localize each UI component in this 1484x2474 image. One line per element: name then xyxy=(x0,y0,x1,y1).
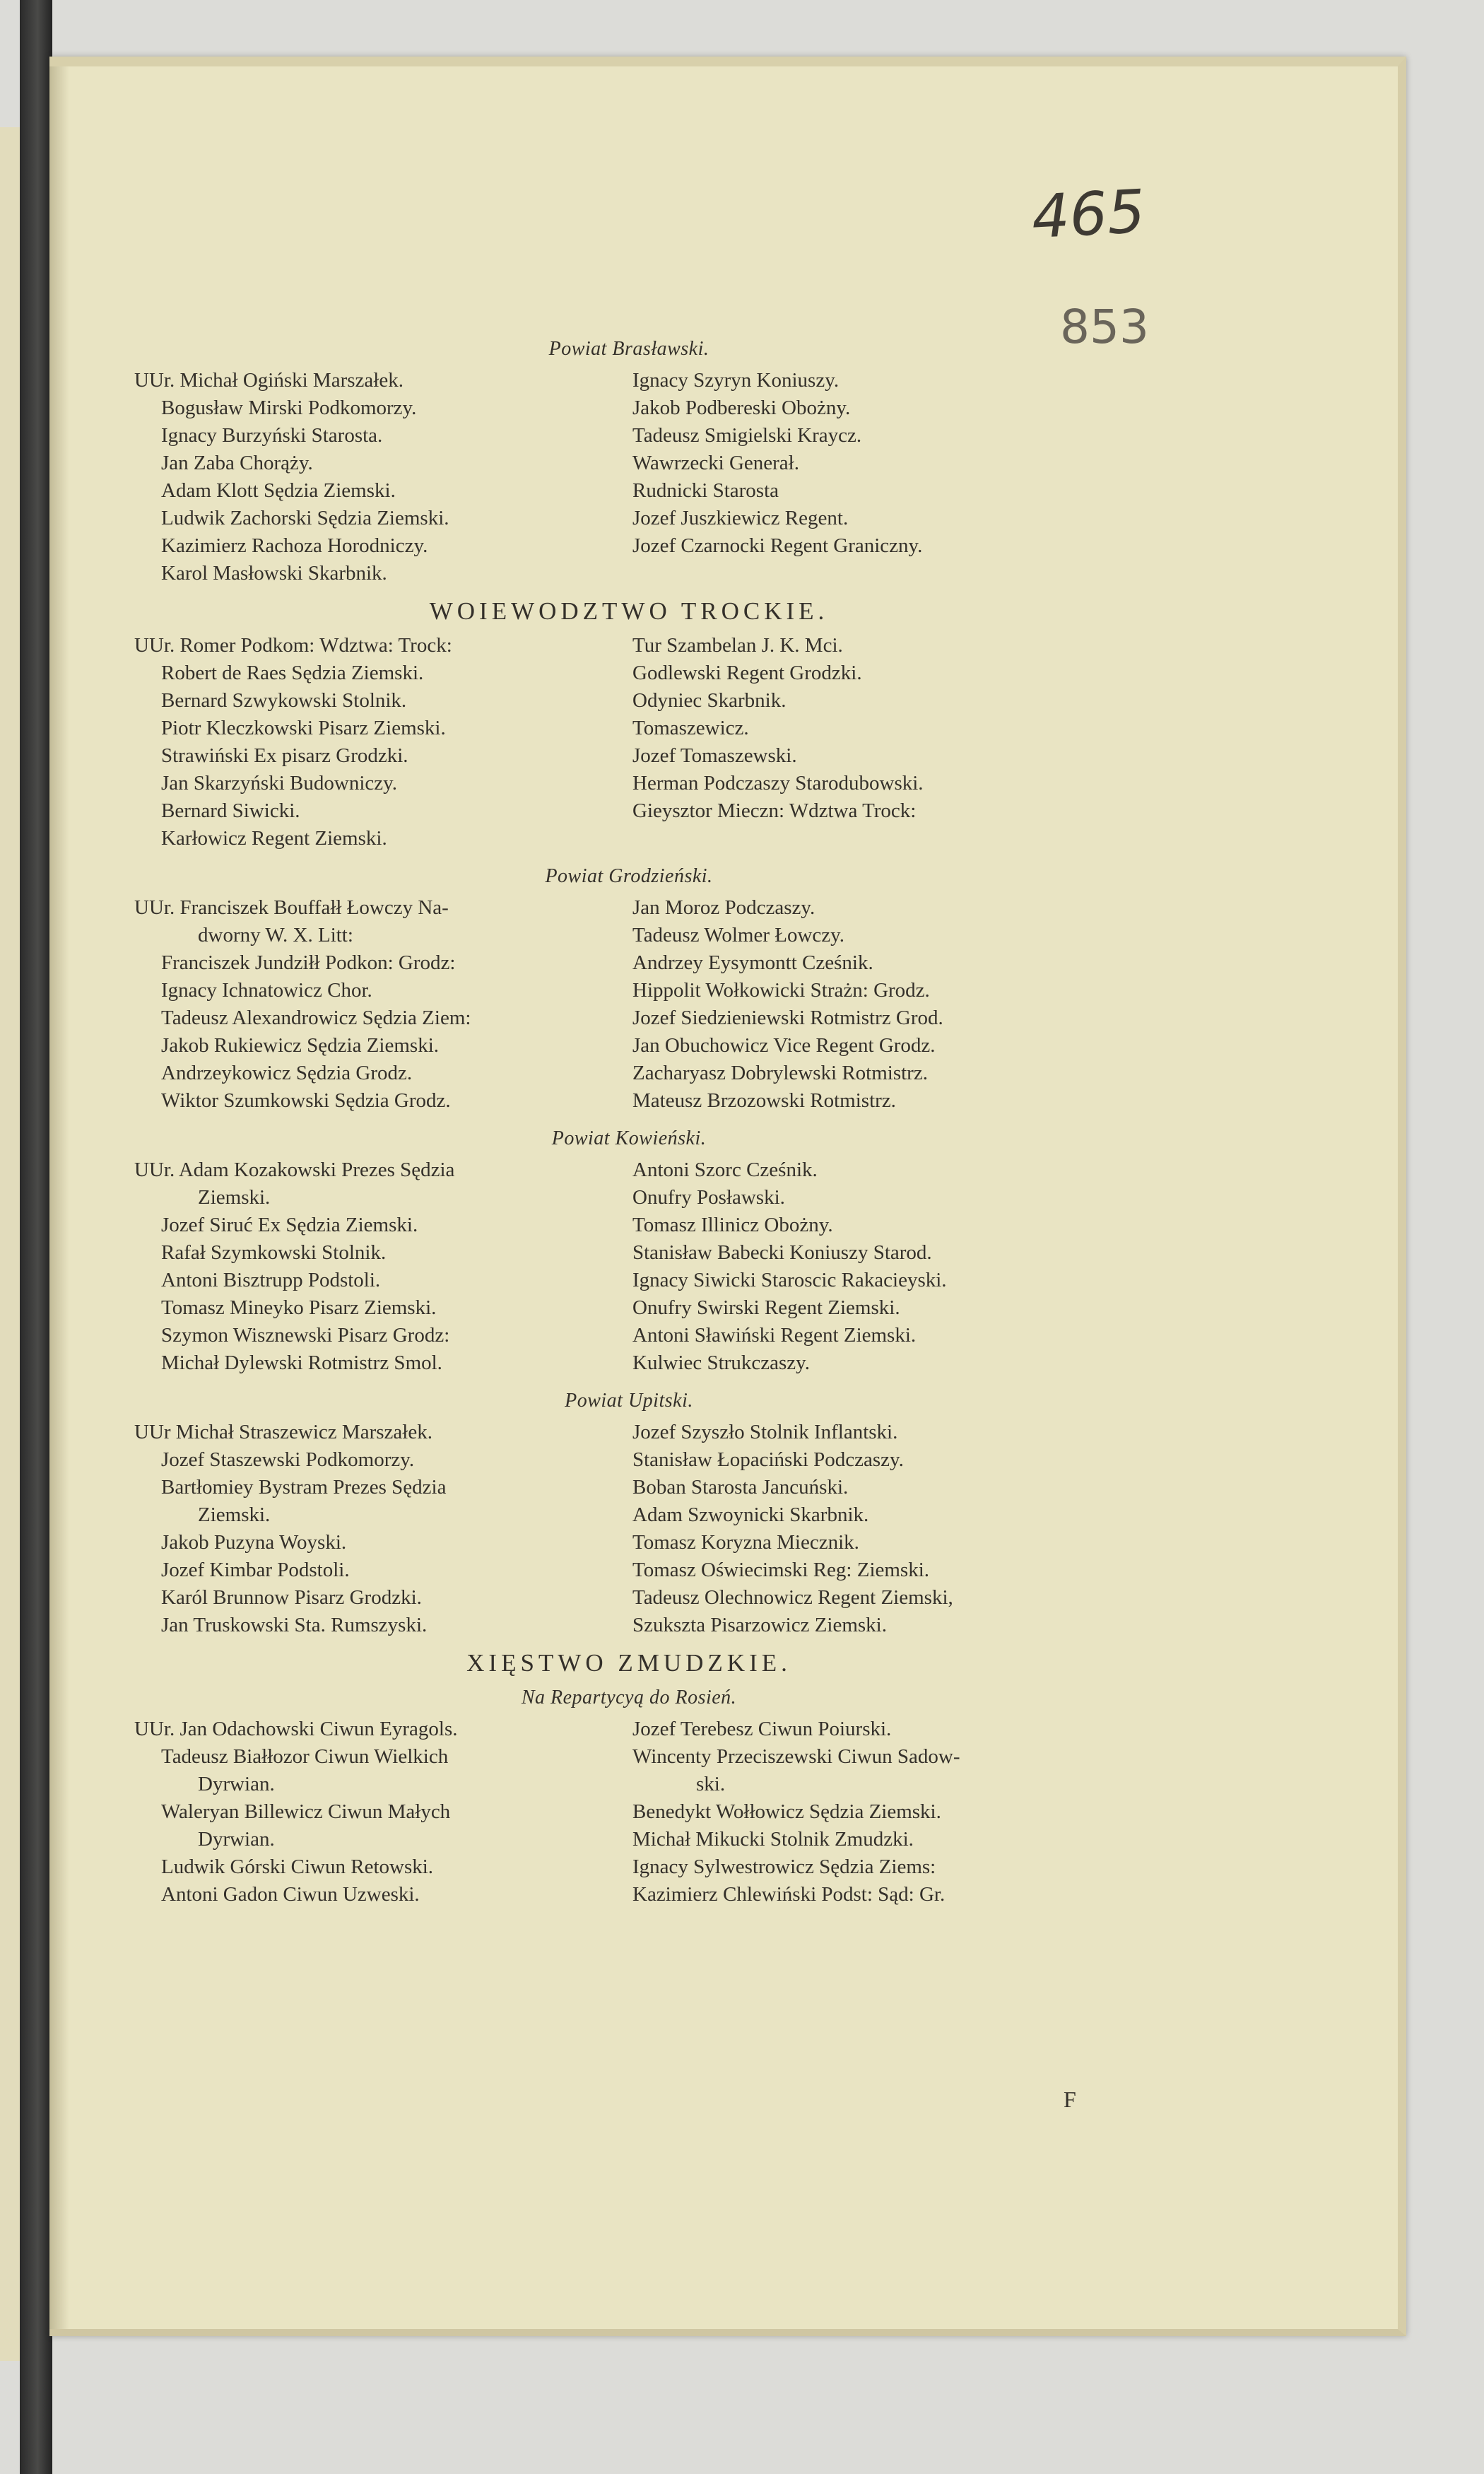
name-entry: Ignacy Sylwestrowicz Sędzia Ziems: xyxy=(632,1856,936,1878)
section-heading: Powiat Brasławski. xyxy=(548,338,709,360)
name-entry: Wawrzecki Generał. xyxy=(632,452,799,474)
name-entry: Michał Dylewski Rotmistrz Smol. xyxy=(161,1352,442,1374)
name-entry: Jan Moroz Podczaszy. xyxy=(632,896,815,919)
two-column-list xyxy=(134,1156,1124,1377)
name-entry: Robert de Raes Sędzia Ziemski. xyxy=(161,662,424,684)
name-entry: Tadeusz Alexandrowicz Sędzia Ziem: xyxy=(161,1007,471,1029)
name-entry: Bogusław Mirski Podkomorzy. xyxy=(161,397,417,419)
name-entry: Jozef Szyszło Stolnik Inflantski. xyxy=(632,1421,898,1443)
name-entry: Kazimierz Chlewiński Podst: Sąd: Gr. xyxy=(632,1883,946,1906)
name-entry: Zacharyasz Dobrylewski Rotmistrz. xyxy=(632,1062,928,1084)
name-entry: Rudnicki Starosta xyxy=(632,479,779,502)
name-entry: Wincenty Przeciszewski Ciwun Sadow- xyxy=(632,1745,960,1768)
name-entry: Jakob Rukiewicz Sędzia Ziemski. xyxy=(161,1034,440,1057)
name-entry: Gieysztor Mieczn: Wdztwa Trock: xyxy=(632,799,917,822)
name-entry: Jan Skarzyński Budowniczy. xyxy=(161,772,397,795)
section-heading: Powiat Upitski. xyxy=(565,1390,693,1412)
name-entry: Michał Mikucki Stolnik Zmudzki. xyxy=(632,1828,914,1851)
right-column xyxy=(625,367,1124,587)
name-entry: Wiktor Szumkowski Sędzia Grodz. xyxy=(161,1089,451,1112)
section-zmudz xyxy=(134,1649,1124,1909)
name-entry: Adam Klott Sędzia Ziemski. xyxy=(161,479,396,502)
name-entry: Jozef Siedzieniewski Rotmistrz Grod. xyxy=(632,1007,943,1029)
name-entry: UUr. Romer Podkom: Wdztwa: Trock: xyxy=(134,634,452,657)
name-entry: Jozef Tomaszewski. xyxy=(632,744,797,767)
name-entry: Antoni Sławiński Regent Ziemski. xyxy=(632,1324,917,1347)
name-entry: Rafał Szymkowski Stolnik. xyxy=(161,1241,387,1264)
right-column xyxy=(625,1156,1124,1377)
signature-mark: F xyxy=(1064,2087,1076,2112)
name-entry: Piotr Kleczkowski Pisarz Ziemski. xyxy=(161,717,446,739)
name-entry: Onufry Swirski Regent Ziemski. xyxy=(632,1296,900,1319)
section-subheading: Na Repartycyą do Rosień. xyxy=(521,1687,737,1708)
left-column xyxy=(134,632,625,852)
section-trockie xyxy=(134,597,1124,852)
name-entry: Jozef Juszkiewicz Regent. xyxy=(632,507,849,529)
section-heading: WOIEWODZTWO TROCKIE. xyxy=(429,597,829,625)
name-entry: Bernard Szwykowski Stolnik. xyxy=(161,689,407,712)
name-entry: Tadeusz Smigielski Kraycz. xyxy=(632,424,862,447)
name-entry: Onufry Posławski. xyxy=(632,1186,785,1209)
page-gutter-shadow xyxy=(49,66,69,2329)
right-column xyxy=(625,894,1124,1115)
name-entry: Franciszek Jundziłł Podkon: Grodz: xyxy=(161,951,456,974)
name-entry: Godlewski Regent Grodzki. xyxy=(632,662,862,684)
name-entry: Jozef Kimbar Podstoli. xyxy=(161,1559,350,1581)
name-entry: Stanisław Babecki Koniuszy Starod. xyxy=(632,1241,932,1264)
name-entry: Kulwiec Strukczaszy. xyxy=(632,1352,810,1374)
name-entry: Jan Obuchowicz Vice Regent Grodz. xyxy=(632,1034,936,1057)
section-heading: Powiat Grodzieński. xyxy=(545,865,713,887)
name-entry: Jakob Puzyna Woyski. xyxy=(161,1531,347,1554)
name-entry: Mateusz Brzozowski Rotmistrz. xyxy=(632,1089,896,1112)
name-entry: ski. xyxy=(696,1773,726,1795)
name-entry: Szukszta Pisarzowicz Ziemski. xyxy=(632,1614,887,1636)
left-column xyxy=(134,894,625,1115)
name-entry: UUr Michał Straszewicz Marszałek. xyxy=(134,1421,432,1443)
name-entry: Jakob Podbereski Obożny. xyxy=(632,397,851,419)
name-entry: UUr. Michał Ogiński Marszałek. xyxy=(134,369,404,392)
left-column xyxy=(134,1716,625,1909)
document-page xyxy=(49,57,1406,2336)
name-entry: Antoni Bisztrupp Podstoli. xyxy=(161,1269,381,1291)
name-entry: Tomasz Mineyko Pisarz Ziemski. xyxy=(161,1296,437,1319)
section-kowien xyxy=(134,1125,1124,1377)
name-entry: Tomasz Illinicz Obożny. xyxy=(632,1214,833,1236)
name-entry: Jozef Czarnocki Regent Graniczny. xyxy=(632,534,923,557)
name-entry: Tadeusz Olechnowicz Regent Ziemski, xyxy=(632,1586,953,1609)
folio-number-handwritten: 465 xyxy=(1030,176,1147,252)
right-column xyxy=(625,1716,1124,1909)
name-entry: Boban Starosta Jancuński. xyxy=(632,1476,849,1499)
left-column xyxy=(134,1156,625,1377)
name-entry: Benedykt Wołłowicz Sędzia Ziemski. xyxy=(632,1800,941,1823)
name-entry: Adam Szwoynicki Skarbnik. xyxy=(632,1503,869,1526)
left-column xyxy=(134,367,625,587)
section-braslaw xyxy=(134,335,1124,587)
left-column xyxy=(134,1419,625,1639)
name-entry: Strawiński Ex pisarz Grodzki. xyxy=(161,744,408,767)
name-entry: Jan Zaba Chorąży. xyxy=(161,452,313,474)
name-entry: UUr. Jan Odachowski Ciwun Eyragols. xyxy=(134,1718,458,1740)
name-entry: Karol Masłowski Skarbnik. xyxy=(161,562,387,585)
section-heading: Powiat Kowieński. xyxy=(551,1127,707,1149)
name-entry: Tadeusz Wolmer Łowczy. xyxy=(632,924,845,946)
name-entry: Dyrwian. xyxy=(198,1773,275,1795)
name-entry: Jan Truskowski Sta. Rumszyski. xyxy=(161,1614,428,1636)
name-entry: UUr. Adam Kozakowski Prezes Sędzia xyxy=(134,1159,455,1181)
two-column-list xyxy=(134,1419,1124,1639)
name-entry: Andrzeykowicz Sędzia Grodz. xyxy=(161,1062,413,1084)
name-entry: Ziemski. xyxy=(198,1186,271,1209)
two-column-list xyxy=(134,632,1124,852)
name-entry: Ludwik Zachorski Sędzia Ziemski. xyxy=(161,507,449,529)
name-entry: Stanisław Łopaciński Podczaszy. xyxy=(632,1448,904,1471)
name-entry: Jozef Siruć Ex Sędzia Ziemski. xyxy=(161,1214,418,1236)
two-column-list xyxy=(134,894,1124,1115)
name-entry: Karól Brunnow Pisarz Grodzki. xyxy=(161,1586,422,1609)
name-entry: Bernard Siwicki. xyxy=(161,799,300,822)
name-entry: Ignacy Burzyński Starosta. xyxy=(161,424,383,447)
name-entry: Waleryan Billewicz Ciwun Małych xyxy=(161,1800,451,1823)
name-entry: Jozef Staszewski Podkomorzy. xyxy=(161,1448,415,1471)
right-column xyxy=(625,1419,1124,1639)
two-column-list xyxy=(134,367,1124,587)
name-entry: Ignacy Ichnatowicz Chor. xyxy=(161,979,372,1002)
name-entry: Dyrwian. xyxy=(198,1828,275,1851)
name-entry: Tur Szambelan J. K. Mci. xyxy=(632,634,843,657)
name-entry: Tadeusz Białłozor Ciwun Wielkich xyxy=(161,1745,449,1768)
name-entry: Szymon Wisznewski Pisarz Grodz: xyxy=(161,1324,450,1347)
roster-content xyxy=(134,335,1124,1918)
name-entry: dworny W. X. Litt: xyxy=(198,924,353,946)
folio-number-stamp: 853 xyxy=(1060,300,1149,354)
name-entry: Ludwik Górski Ciwun Retowski. xyxy=(161,1856,434,1878)
name-entry: Tomaszewicz. xyxy=(632,717,749,739)
right-column xyxy=(625,632,1124,852)
name-entry: Hippolit Wołkowicki Strażn: Grodz. xyxy=(632,979,930,1002)
name-entry: Herman Podczaszy Starodubowski. xyxy=(632,772,924,795)
name-entry: Bartłomiey Bystram Prezes Sędzia xyxy=(161,1476,447,1499)
name-entry: Jozef Terebesz Ciwun Poiurski. xyxy=(632,1718,892,1740)
section-upit xyxy=(134,1387,1124,1639)
name-entry: Odyniec Skarbnik. xyxy=(632,689,787,712)
name-entry: Andrzey Eysymontt Cześnik. xyxy=(632,951,873,974)
name-entry: Antoni Gadon Ciwun Uzweski. xyxy=(161,1883,420,1906)
name-entry: Karłowicz Regent Ziemski. xyxy=(161,827,387,850)
two-column-list xyxy=(134,1716,1124,1909)
name-entry: Ignacy Szyryn Koniuszy. xyxy=(632,369,840,392)
section-grodzien xyxy=(134,862,1124,1115)
book-spine xyxy=(20,0,52,2474)
name-entry: UUr. Franciszek Bouffałł Łowczy Na- xyxy=(134,896,449,919)
name-entry: Tomasz Koryzna Miecznik. xyxy=(632,1531,859,1554)
name-entry: Ziemski. xyxy=(198,1503,271,1526)
name-entry: Antoni Szorc Cześnik. xyxy=(632,1159,818,1181)
name-entry: Ignacy Siwicki Staroscic Rakacieyski. xyxy=(632,1269,947,1291)
name-entry: Tomasz Oświecimski Reg: Ziemski. xyxy=(632,1559,930,1581)
name-entry: Kazimierz Rachoza Horodniczy. xyxy=(161,534,428,557)
section-heading: XIĘSTWO ZMUDZKIE. xyxy=(466,1649,791,1677)
